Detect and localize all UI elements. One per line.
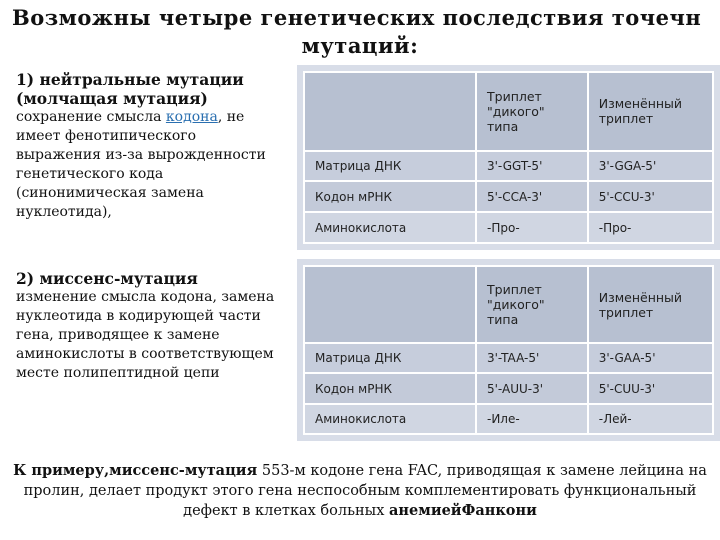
row-label: Матрица ДНК — [304, 151, 476, 182]
table-row — [304, 404, 713, 434]
header-cell: Изменённый триплет — [588, 266, 713, 343]
table-cell: -Про- — [588, 212, 713, 243]
table-cell: -Лей- — [588, 404, 713, 434]
missense-mutation-block — [16, 269, 278, 383]
header-cell: Триплет "дикого" типа — [476, 72, 588, 151]
row-label: Аминокислота — [304, 212, 476, 243]
table-cell: 5'-AUU-3' — [476, 373, 588, 403]
table-header-row — [304, 266, 713, 343]
row-label: Кодон мРНК — [304, 181, 476, 212]
table-row — [304, 373, 713, 403]
table-cell: -Про- — [476, 212, 588, 243]
table-header-row — [304, 72, 713, 151]
table-row — [304, 151, 713, 182]
neutral-mutation-table — [303, 71, 714, 244]
example-lead: К примеру,миссенс-мутация — [13, 462, 258, 479]
example-footer — [0, 461, 720, 521]
table-cell: 3'-TAA-5' — [476, 343, 588, 373]
row-label: Аминокислота — [304, 404, 476, 434]
neutral-mutation-heading: 1) нейтральные мутации (молчащая мутация) — [16, 70, 244, 108]
header-cell — [304, 266, 476, 343]
table-cell: 5'-CUU-3' — [588, 373, 713, 403]
slide-title-line2: мутаций: — [301, 33, 419, 58]
example-text: 553-м кодоне гена FAC, приводящая к замене лейцина на пролин, делает продукт этого гена неспособным комплементировать функциональный дефект в клетках больных — [23, 463, 707, 519]
table-cell: -Иле- — [476, 404, 588, 434]
header-cell: Изменённый триплет — [588, 72, 713, 151]
header-cell — [304, 72, 476, 151]
slide-title-line1: Возможны четыре генетических последствия точечн — [12, 5, 702, 30]
missense-mutation-table-image — [297, 259, 720, 441]
row-label: Кодон мРНК — [304, 373, 476, 403]
neutral-text-end: , не имеет фенотипического выражения из-за вырожденности генетического кода (синонимическая замена нуклеотида), — [16, 109, 266, 220]
table-cell: 5'-CCA-3' — [476, 181, 588, 212]
table-row — [304, 212, 713, 243]
table-cell: 3'-GAA-5' — [588, 343, 713, 373]
missense-mutation-table — [303, 265, 714, 435]
row-label: Матрица ДНК — [304, 343, 476, 373]
table-cell: 3'-GGT-5' — [476, 151, 588, 182]
table-row — [304, 343, 713, 373]
table-row — [304, 181, 713, 212]
disease-name: анемиейФанкони — [389, 502, 537, 519]
missense-mutation-description: изменение смысла кодона, замена нуклеотида в кодирующей части гена, приводящее к замене аминокислоты в соответствующем месте полипептидной цепи — [16, 289, 275, 381]
table-cell: 3'-GGA-5' — [588, 151, 713, 182]
header-cell: Триплет "дикого" типа — [476, 266, 588, 343]
neutral-mutation-table-image — [297, 65, 720, 250]
missense-mutation-heading: 2) миссенс-мутация — [16, 269, 198, 288]
neutral-text-start: сохранение смысла — [16, 109, 166, 125]
table-cell: 5'-CCU-3' — [588, 181, 713, 212]
neutral-mutation-block — [16, 70, 278, 222]
codon-link[interactable]: кодона — [165, 109, 218, 125]
neutral-mutation-description — [16, 108, 278, 222]
